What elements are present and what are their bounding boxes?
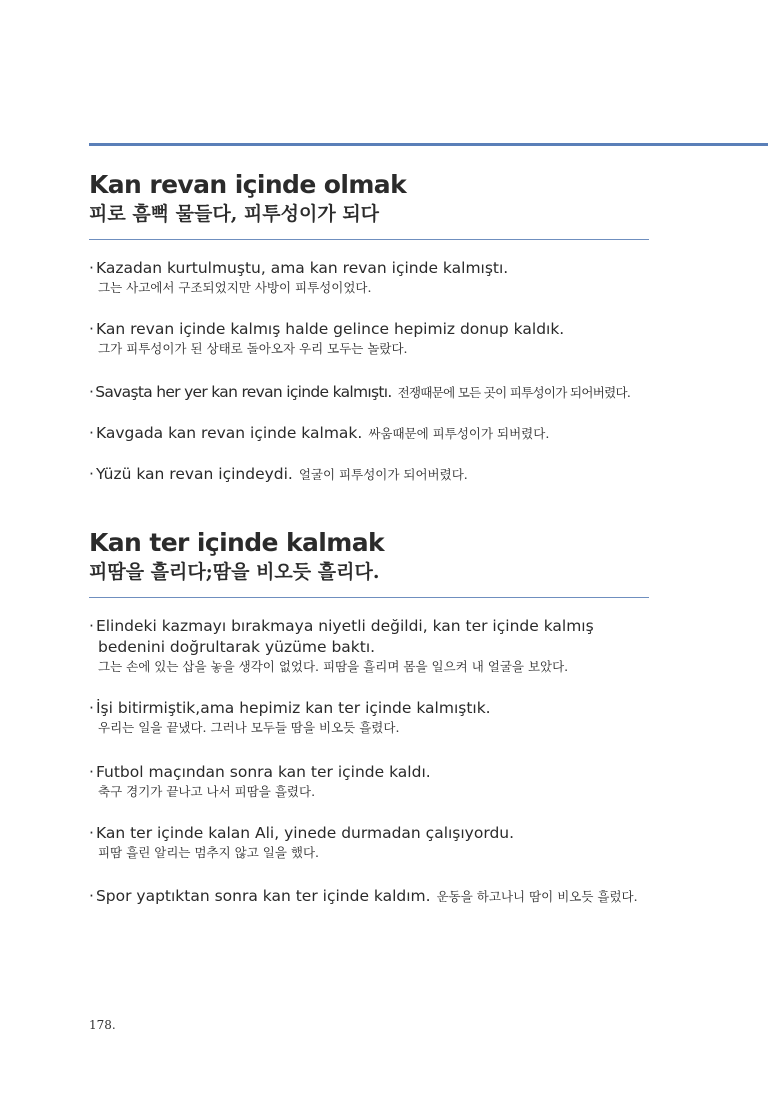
korean-translation: 운동을 하고나니 땀이 비오듯 흘렀다. [436,889,638,904]
bullet: · [89,824,94,842]
bullet: · [89,887,94,905]
section-kan-ter [89,528,649,905]
top-rule [89,143,768,146]
example-item [89,886,664,907]
example-item [89,423,664,444]
example-item [89,762,664,801]
page-number: 178. [89,1018,116,1032]
section-divider [89,597,649,598]
example-item [89,823,664,862]
section-divider [89,239,649,240]
korean-translation: 피땀 흘린 알리는 멈추지 않고 일을 했다. [98,845,320,860]
example-item [89,319,664,358]
section-subtitle: 피로 흠뻑 물들다, 피투성이가 되다 [89,203,380,225]
korean-translation: 그는 손에 있는 삽을 놓을 생각이 없었다. 피땀을 흘리며 몸을 일으켜 내 얼굴을 보았다. [98,659,569,674]
turkish-sentence: Kavgada kan revan içinde kalmak. [95,424,363,442]
bullet: · [89,259,94,277]
korean-translation: 그는 사고에서 구조되었지만 사방이 피투성이었다. [98,280,372,295]
bullet: · [89,424,94,442]
section-kan-revan [89,170,649,483]
example-item [89,616,664,676]
bullet: · [89,320,94,338]
turkish-sentence: Savaşta her yer kan revan içinde kalmıştı. [95,383,392,401]
turkish-sentence: Kan ter içinde kalan Ali, yinede durmadan çalışıyordu. [95,824,515,842]
turkish-sentence: Spor yaptıktan sonra kan ter içinde kaldım. [95,887,431,905]
turkish-sentence: İşi bitirmiştik,ama hepimiz kan ter içinde kalmıştık. [95,699,491,717]
korean-translation: 전쟁때문에 모든 곳이 피투성이가 되어버렸다. [397,385,631,400]
bullet: · [89,465,94,483]
korean-translation: 얼굴이 피투성이가 되어버렸다. [298,467,468,482]
turkish-sentence: Kazadan kurtulmuştu, ama kan revan içinde kalmıştı. [95,259,509,277]
korean-translation: 그가 피투성이가 된 상태로 돌아오자 우리 모두는 놀랐다. [98,341,408,356]
bullet: · [89,617,94,635]
korean-translation: 우리는 일을 끝냈다. 그러나 모두들 땀을 비오듯 흘렸다. [98,720,400,735]
section-title: Kan revan içinde olmak [89,170,407,199]
example-item [89,464,664,485]
example-item [89,382,664,403]
example-item [89,258,664,297]
bullet: · [89,763,94,781]
turkish-sentence: Futbol maçından sonra kan ter içinde kaldı. [95,763,431,781]
example-item [89,698,664,737]
korean-translation: 싸움때문에 피투성이가 되버렸다. [368,426,550,441]
turkish-sentence: Elindeki kazmayı bırakmaya niyetli değildi, kan ter içinde kalmış [95,617,594,635]
bullet: · [89,383,94,401]
bullet: · [89,699,94,717]
turkish-sentence-continued: bedenini doğrultarak yüzüme baktı. [98,638,376,656]
turkish-sentence: Yüzü kan revan içindeydi. [95,465,293,483]
turkish-sentence: Kan revan içinde kalmış halde gelince hepimiz donup kaldık. [95,320,565,338]
korean-translation: 축구 경기가 끝나고 나서 피땀을 흘렸다. [98,784,316,799]
section-subtitle: 피땀을 흘리다;땀을 비오듯 흘리다. [89,561,380,583]
section-title: Kan ter içinde kalmak [89,528,385,557]
